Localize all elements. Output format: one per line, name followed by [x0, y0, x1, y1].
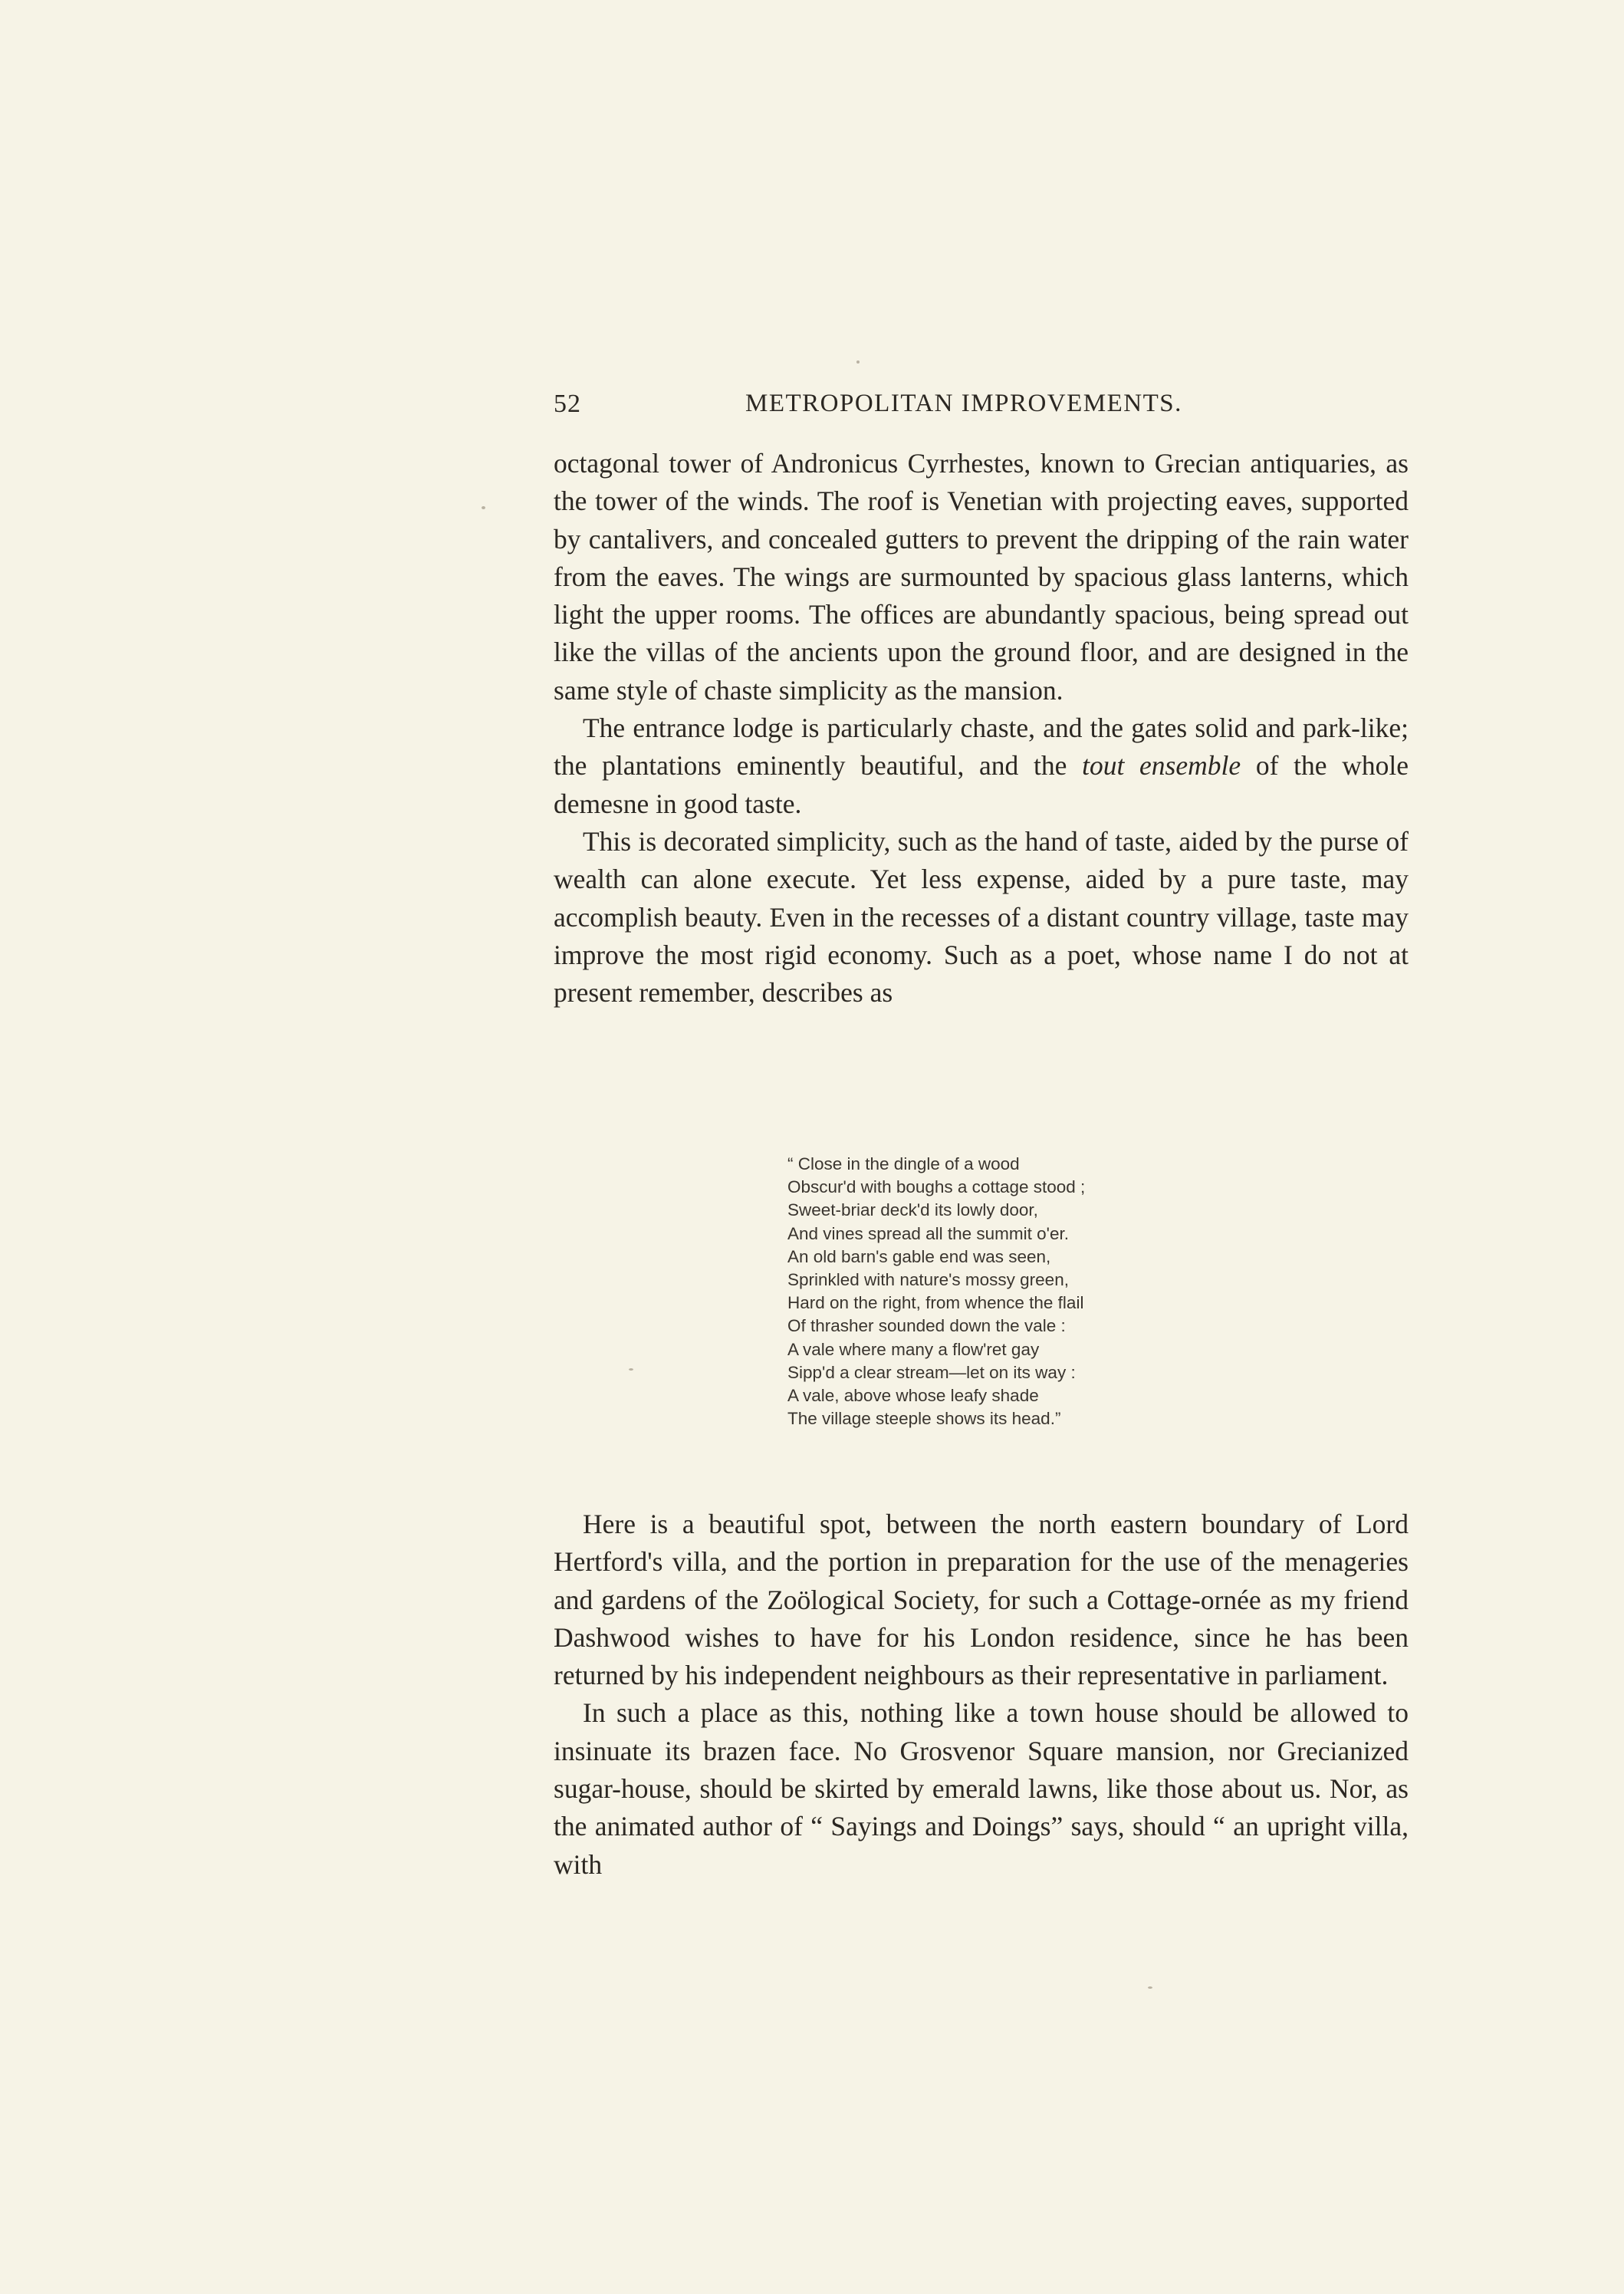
- poem-quotation: [787, 1153, 1263, 1475]
- poem-line: “ Close in the dingle of a wood: [787, 1154, 1020, 1173]
- italic-phrase: tout ensemble: [1082, 750, 1241, 782]
- paragraph-beautiful-spot: Here is a beautiful spot, between the north eastern boundary of Lord Hertford's villa, and the portion in preparation for the use of the menageries and gardens of the Zoölogical Society, for such a Cottage-ornée as my friend Dashwood wishes to have for his London residence, since he has been returned by his independent neighbours as their representative in parliament.: [554, 1509, 1409, 1691]
- body-text-lower: [554, 1506, 1409, 1981]
- poem-line: Sipp'd a clear stream—let on its way :: [787, 1362, 1076, 1382]
- poem-line: An old barn's gable end was seen,: [787, 1246, 1051, 1266]
- poem-line: And vines spread all the summit o'er.: [787, 1223, 1069, 1243]
- poem-line: Of thrasher sounded down the vale :: [787, 1316, 1066, 1336]
- poem-line: Obscur'd with boughs a cottage stood ;: [787, 1177, 1086, 1197]
- poem-line: Hard on the right, from whence the flail: [787, 1293, 1084, 1313]
- paper-speck: [482, 506, 485, 509]
- paragraph-entrance-lodge: [554, 709, 1409, 823]
- paper-speck: [856, 360, 860, 364]
- page-header: [554, 390, 1409, 428]
- paragraph-tower: octagonal tower of Andronicus Cyrrhestes, known to Grecian antiquaries, as the tower of the winds. The roof is Venetian with projecting eaves, supported by cantalivers, and concealed gutters to prevent the dripping of the rain water from the eaves. The wings are surmounted by spacious glass lanterns, which light the upper rooms. The offices are abundantly spacious, being spread out like the villas of the ancients upon the ground floor, and are designed in the same style of chaste simplicity as the mansion.: [554, 448, 1409, 706]
- poem-line: Sprinkled with nature's mossy green,: [787, 1270, 1069, 1290]
- poem-line: A vale where many a flow'ret gay: [787, 1339, 1040, 1359]
- poem-line: The village steeple shows its head.”: [787, 1409, 1061, 1429]
- poem-line: Sweet-briar deck'd its lowly door,: [787, 1200, 1038, 1220]
- paragraph-text: of the whole demesne in good taste.: [554, 750, 1409, 819]
- paper-speck: [1148, 1986, 1152, 1989]
- paragraph-decorated-simplicity: This is decorated simplicity, such as the hand of taste, aided by the purse of wealth can alone execute. Yet less expense, aided by a pure taste, may accomplish beauty. Even in the recesses of a distant country village, taste may improve the most rigid economy. Such as a poet, whose name I do not at present remember, describes as: [554, 825, 1409, 1009]
- poem-line: A vale, above whose leafy shade: [787, 1386, 1039, 1406]
- page-number: 52: [554, 390, 581, 418]
- body-text-upper: [554, 445, 1409, 1135]
- paper-speck: [629, 1368, 633, 1371]
- running-head: METROPOLITAN IMPROVEMENTS.: [745, 390, 1182, 417]
- paragraph-town-house: In such a place as this, nothing like a town house should be allowed to insinuate its brazen face. No Grosvenor Square mansion, nor Grecianized sugar-house, should be skirted by emerald lawns, like those about us. Nor, as the animated author of “ Sayings and Doings” says, should “ an upright villa, with: [554, 1697, 1409, 1880]
- paragraph-text: The entrance lodge is particularly chaste, and the gates solid and park-like; the plantations eminently beautiful, and the: [554, 713, 1409, 782]
